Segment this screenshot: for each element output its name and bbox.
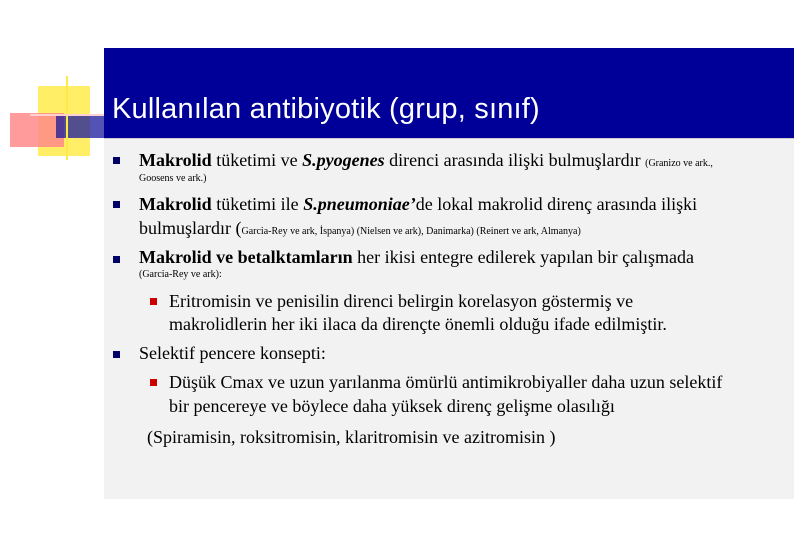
bullet-marker <box>113 157 120 164</box>
sub-bullet-marker <box>150 298 157 305</box>
sub-bullet-marker <box>150 379 157 386</box>
sub-bullet-4-line-2: bir pencereye ve böylece daha yüksek direnç gelişme olasılığı <box>169 396 615 416</box>
bullet-2-line-1 <box>139 193 697 215</box>
bullet-2-ref: Garcia-Rey ve ark, İspanya) (Nielsen ve ark), Danimarka) (Reinert ve ark, Almanya) <box>241 226 581 237</box>
bullet-marker <box>113 201 120 208</box>
bullet-1-text-2: direnci arasında ilişki bulmuşlardır <box>384 150 646 170</box>
bullet-1-bold: Makrolid <box>139 150 212 170</box>
logo-horizontal-line <box>30 114 104 116</box>
logo-vertical-line <box>66 76 68 160</box>
logo-blue-square <box>56 116 104 138</box>
sub-bullet-4-line-1: Düşük Cmax ve uzun yarılanma ömürlü antimikrobiyaller daha uzun selektif <box>169 372 723 392</box>
bullet-3-ref: (Garcia-Rey ve ark): <box>139 269 222 280</box>
bullet-1-ref: (Granizo ve ark., <box>645 158 713 169</box>
bullet-2-italic: S.pneumoniae’ <box>303 194 416 214</box>
bullet-3-bold: Makrolid ve betalktamların <box>139 247 353 267</box>
bullet-3-line-1 <box>139 246 694 268</box>
bullet-2-bold: Makrolid <box>139 194 212 214</box>
bullet-3-text: her ikisi entegre edilerek yapılan bir çalışmada <box>352 247 695 267</box>
bullet-2-text: tüketimi ile <box>211 194 304 214</box>
bullet-marker <box>113 256 120 263</box>
bullet-1-italic: S.pyogenes <box>302 150 385 170</box>
bullet-4-text: Selektif pencere konsepti: <box>139 343 326 363</box>
sub-bullet-3-line-2: makrolidlerin her iki ilaca da dirençte önemli olduğu ifade edilmiştir. <box>169 314 667 334</box>
slide-title: Kullanılan antibiyotik (grup, sınıf) <box>112 93 540 125</box>
bullet-1-line-1 <box>139 149 713 175</box>
bullet-2-text-2: de lokal makrolid direnç arasında ilişki <box>415 194 698 214</box>
bullet-1-text: tüketimi ve <box>211 150 303 170</box>
antibiotic-list: (Spiramisin, roksitromisin, klaritromisin ve azitromisin ) <box>147 427 556 447</box>
bullet-marker <box>113 351 120 358</box>
bullet-1-ref-line: Goosens ve ark.) <box>139 173 207 184</box>
bullet-2-text-3: bulmuşlardır ( <box>139 218 242 238</box>
bullet-2-line-2 <box>139 217 581 243</box>
title-divider <box>104 138 794 139</box>
sub-bullet-3-line-1: Eritromisin ve penisilin direnci belirgin korelasyon göstermiş ve <box>169 291 634 311</box>
